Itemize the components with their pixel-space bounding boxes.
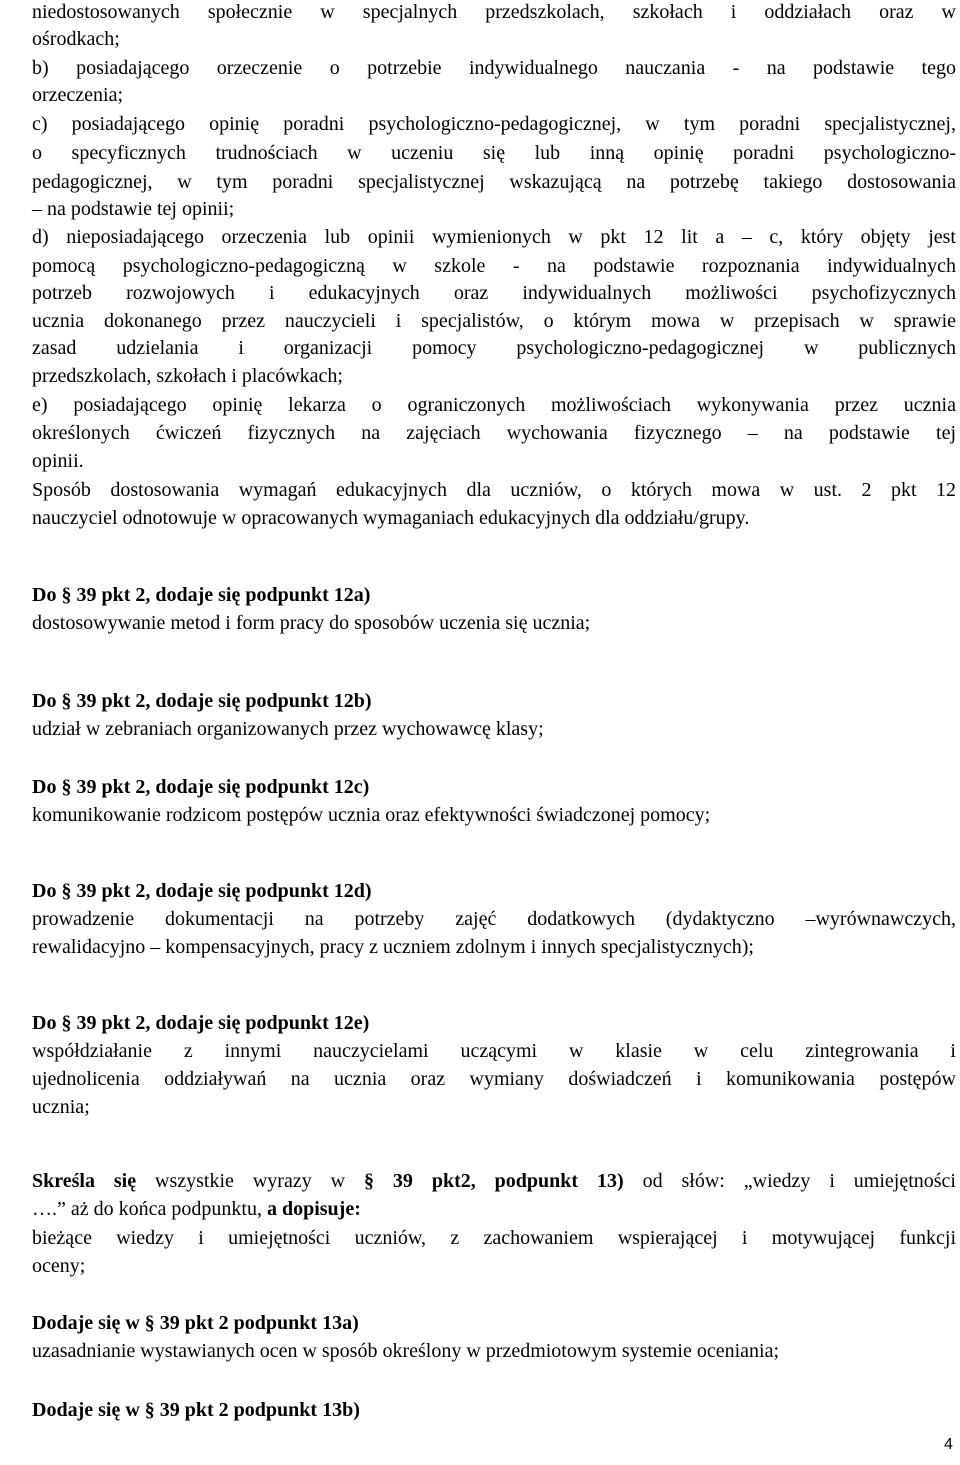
text-line: ośrodkach; <box>32 28 120 50</box>
text-line: niedostosowanych społecznie w specjalnych przedszkolach, szkołach i oddziałach oraz w <box>32 1 956 23</box>
text-line: Sposób dostosowania wymagań edukacyjnych dla uczniów, o których mowa w ust. 2 pkt 12 <box>32 479 956 501</box>
text-line: udział w zebraniach organizowanych przez wychowawcę klasy; <box>32 718 544 740</box>
text-run: ….” aż do końca podpunktu, <box>32 1198 267 1220</box>
text-line: prowadzenie dokumentacji na potrzeby zajęć dodatkowych (dydaktyczno –wyrównawczych, <box>32 908 956 930</box>
text-line: zasad udzielania i organizacji pomocy psychologiczno-pedagogicznej w publicznych <box>32 337 956 359</box>
text-line: potrzeb rozwojowych i edukacyjnych oraz indywidualnych możliwości psychofizycznych <box>32 282 956 304</box>
text-line: e) posiadającego opinię lekarza o ograniczonych możliwościach wykonywania przez ucznia <box>32 394 956 416</box>
section-heading: Do § 39 pkt 2, dodaje się podpunkt 12b) <box>32 690 372 712</box>
text-line: dostosowywanie metod i form pracy do sposobów uczenia się ucznia; <box>32 612 591 634</box>
page-number: 4 <box>944 1436 953 1453</box>
text-line: przedszkolach, szkołach i placówkach; <box>32 365 343 387</box>
bold-text-run: a dopisuje: <box>266 1198 361 1220</box>
section-heading: Do § 39 pkt 2, dodaje się podpunkt 12d) <box>32 880 372 902</box>
text-line: rewalidacyjno – kompensacyjnych, pracy z uczniem zdolnym i innych specjalistycznych); <box>32 936 754 958</box>
section-heading: Dodaje się w § 39 pkt 2 podpunkt 13a) <box>32 1312 359 1334</box>
section-heading: Do § 39 pkt 2, dodaje się podpunkt 12e) <box>32 1012 370 1034</box>
text-line: pedagogicznej, w tym poradni specjalistycznej wskazującą na potrzebę takiego dostosowania <box>32 171 956 193</box>
text-line: ucznia dokonanego przez nauczycieli i specjalistów, o którym mowa w przepisach w sprawie <box>32 310 956 332</box>
text-line: orzeczenia; <box>32 84 124 106</box>
text-line: ujednolicenia oddziaływań na ucznia oraz wymiany doświadczeń i komunikowania postępów <box>32 1068 956 1090</box>
text-line <box>32 1197 956 1221</box>
text-line: określonych ćwiczeń fizycznych na zajęciach wychowania fizycznego – na podstawie tej <box>32 422 956 444</box>
text-line: d) nieposiadającego orzeczenia lub opinii wymienionych w pkt 12 lit a – c, który objęty jest <box>32 226 956 248</box>
text-line: uzasadnianie wystawianych ocen w sposób określony w przedmiotowym systemie oceniania; <box>32 1340 780 1362</box>
text-line: bieżące wiedzy i umiejętności uczniów, z zachowaniem wspierającej i motywującej funkcji <box>32 1227 956 1249</box>
text-line: oceny; <box>32 1255 86 1277</box>
text-line: komunikowanie rodzicom postępów ucznia oraz efektywności świadczonej pomocy; <box>32 804 711 826</box>
text-line: opinii. <box>32 450 84 472</box>
text-line: b) posiadającego orzeczenie o potrzebie indywidualnego nauczania - na podstawie tego <box>32 57 956 79</box>
text-line: ucznia; <box>32 1096 90 1118</box>
text-run: od słów: „wiedzy i umiejętności <box>623 1170 956 1192</box>
text-run: wszystkie wyrazy w <box>136 1170 364 1192</box>
text-line <box>32 1169 956 1193</box>
text-line: c) posiadającego opinię poradni psychologiczno-pedagogicznej, w tym poradni specjalistycznej, <box>32 113 956 135</box>
text-line: pomocą psychologiczno-pedagogiczną w szkole - na podstawie rozpoznania indywidualnych <box>32 255 956 277</box>
section-heading: Do § 39 pkt 2, dodaje się podpunkt 12c) <box>32 776 370 798</box>
bold-text-run: Skreśla się <box>32 1170 137 1192</box>
bold-text-run: § 39 pkt2, podpunkt 13) <box>364 1170 624 1192</box>
text-line: współdziałanie z innymi nauczycielami uczącymi w klasie w celu zintegrowania i <box>32 1040 956 1062</box>
text-line: nauczyciel odnotowuje w opracowanych wymaganiach edukacyjnych dla oddziału/grupy. <box>32 507 750 529</box>
text-line: – na podstawie tej opinii; <box>32 198 235 220</box>
section-heading: Dodaje się w § 39 pkt 2 podpunkt 13b) <box>32 1399 360 1421</box>
text-line: o specyficznych trudnościach w uczeniu się lub inną opinię poradni psychologiczno- <box>32 142 956 164</box>
section-heading: Do § 39 pkt 2, dodaje się podpunkt 12a) <box>32 584 371 606</box>
